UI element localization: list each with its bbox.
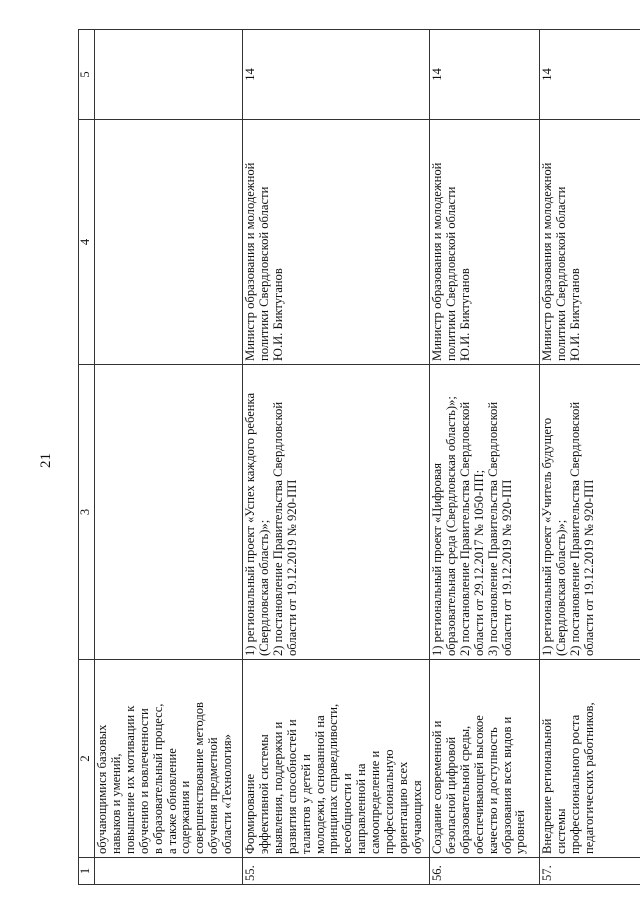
responsible-cell <box>243 120 430 365</box>
text-line: ориентацию всех <box>395 761 410 854</box>
text-line: 1) региональный проект «Учитель будущего <box>540 417 554 656</box>
header-cell: 2 <box>79 660 95 858</box>
text-line: безопасной цифровой <box>443 736 458 854</box>
text-line: направленной на <box>354 763 369 854</box>
text-line: развития способностей и <box>284 719 299 854</box>
text-line: молодежи, основанной на <box>312 715 327 854</box>
measures-table <box>78 29 640 885</box>
text-line: области «Технология» <box>220 734 235 854</box>
text-line: всеобщности и <box>340 773 355 854</box>
text-line: области от 19.12.2019 № 920-ПП <box>284 479 299 656</box>
measure-name-cell <box>95 660 243 858</box>
responsible-cell <box>430 120 540 365</box>
deadline-cell: 14 <box>243 30 430 120</box>
text-line: повышение их мотивации к <box>122 705 137 854</box>
text-line: Министр образования и молодежной <box>430 162 444 361</box>
text-line: педагогических работников, <box>581 702 596 854</box>
text-line: Внедрение региональной <box>540 718 554 854</box>
basis-cell <box>243 365 430 660</box>
text-line: (Свердловская область)»; <box>256 519 271 656</box>
text-line: обеспечивающей высокое <box>471 715 486 854</box>
text-line: обучающихся <box>409 780 424 854</box>
text-line: Министр образования и молодежной <box>540 162 554 361</box>
text-line: а также обновление <box>164 748 179 854</box>
row-number-cell: 57. <box>540 858 640 885</box>
text-line: качество и доступность <box>485 727 500 854</box>
text-line: обучения предметной <box>206 737 221 854</box>
text-line: Формирование <box>243 773 257 854</box>
measure-name-cell <box>243 660 430 858</box>
text-line: области от 19.12.2019 № 920-ПП <box>581 479 596 656</box>
text-line: образовательная среда (Свердловская область)»; <box>443 396 458 656</box>
text-line: политики Свердловской области <box>256 186 271 361</box>
deadline-cell <box>95 30 243 120</box>
text-line: 2) постановление Правительства Свердловской <box>567 401 582 656</box>
measure-name-cell <box>430 660 540 858</box>
text-line: выявления, поддержки и <box>270 721 285 854</box>
measure-name-cell <box>540 660 640 858</box>
table-row <box>540 30 640 885</box>
text-line: содержания и <box>178 780 193 854</box>
deadline-cell: 14 <box>430 30 540 120</box>
text-line: навыков и умений, <box>108 753 123 854</box>
text-line: (Свердловская область)»; <box>553 519 568 656</box>
header-cell: 1 <box>79 858 95 885</box>
text-line: обучению и вовлеченности <box>136 708 151 854</box>
text-line: в образовательный процесс, <box>150 703 165 854</box>
text-line: самоопределение и <box>368 750 383 854</box>
row-number-cell: 55. <box>243 858 430 885</box>
text-line: политики Свердловской области <box>553 186 568 361</box>
text-line: талантов у детей и <box>298 754 313 854</box>
text-line: профессиональную <box>382 749 397 854</box>
row-number-cell: 56. <box>430 858 540 885</box>
table-row <box>430 30 540 885</box>
text-line: эффективной системы <box>256 734 271 854</box>
header-cell: 5 <box>79 30 95 120</box>
header-cell: 3 <box>79 365 95 660</box>
text-line: Ю.И. Биктуганов <box>270 268 285 361</box>
text-line: совершенствование методов <box>192 702 207 854</box>
basis-cell <box>430 365 540 660</box>
row-number-cell <box>95 858 243 885</box>
table-row <box>95 30 243 885</box>
text-line: 1) региональный проект «Цифровая <box>430 462 444 656</box>
text-line: образовательной среды, <box>457 725 472 854</box>
text-line: Ю.И. Биктуганов <box>457 268 472 361</box>
text-line: политики Свердловской области <box>443 186 458 361</box>
text-line: системы <box>553 808 568 854</box>
text-line: области от 19.12.2019 № 920-ПП <box>499 479 514 656</box>
basis-cell <box>95 365 243 660</box>
text-line: образования всех видов и <box>499 716 514 854</box>
text-line: Министр образования и молодежной <box>243 162 257 361</box>
text-line: области от 29.12.2017 № 1050-ПП; <box>471 469 486 656</box>
page-number: 21 <box>38 453 54 468</box>
responsible-cell <box>540 120 640 365</box>
text-line: Создание современной и <box>430 720 444 854</box>
responsible-cell <box>95 120 243 365</box>
header-cell: 4 <box>79 120 95 365</box>
text-line: принципах справедливости, <box>326 703 341 854</box>
basis-cell <box>540 365 640 660</box>
text-line: профессионального роста <box>567 714 582 854</box>
text-line: 1) региональный проект «Успех каждого ребенка <box>243 392 257 656</box>
table-header-row <box>79 30 95 885</box>
text-line: уровней <box>513 810 528 854</box>
text-line: обучающимися базовых <box>95 724 109 854</box>
deadline-cell: 14 <box>540 30 640 120</box>
text-line: Ю.И. Биктуганов <box>567 268 582 361</box>
table-row <box>243 30 430 885</box>
text-line: 2) постановление Правительства Свердловской <box>270 401 285 656</box>
text-line: 2) постановление Правительства Свердловской <box>457 401 472 656</box>
text-line: 3) постановление Правительства Свердловской <box>485 401 500 656</box>
